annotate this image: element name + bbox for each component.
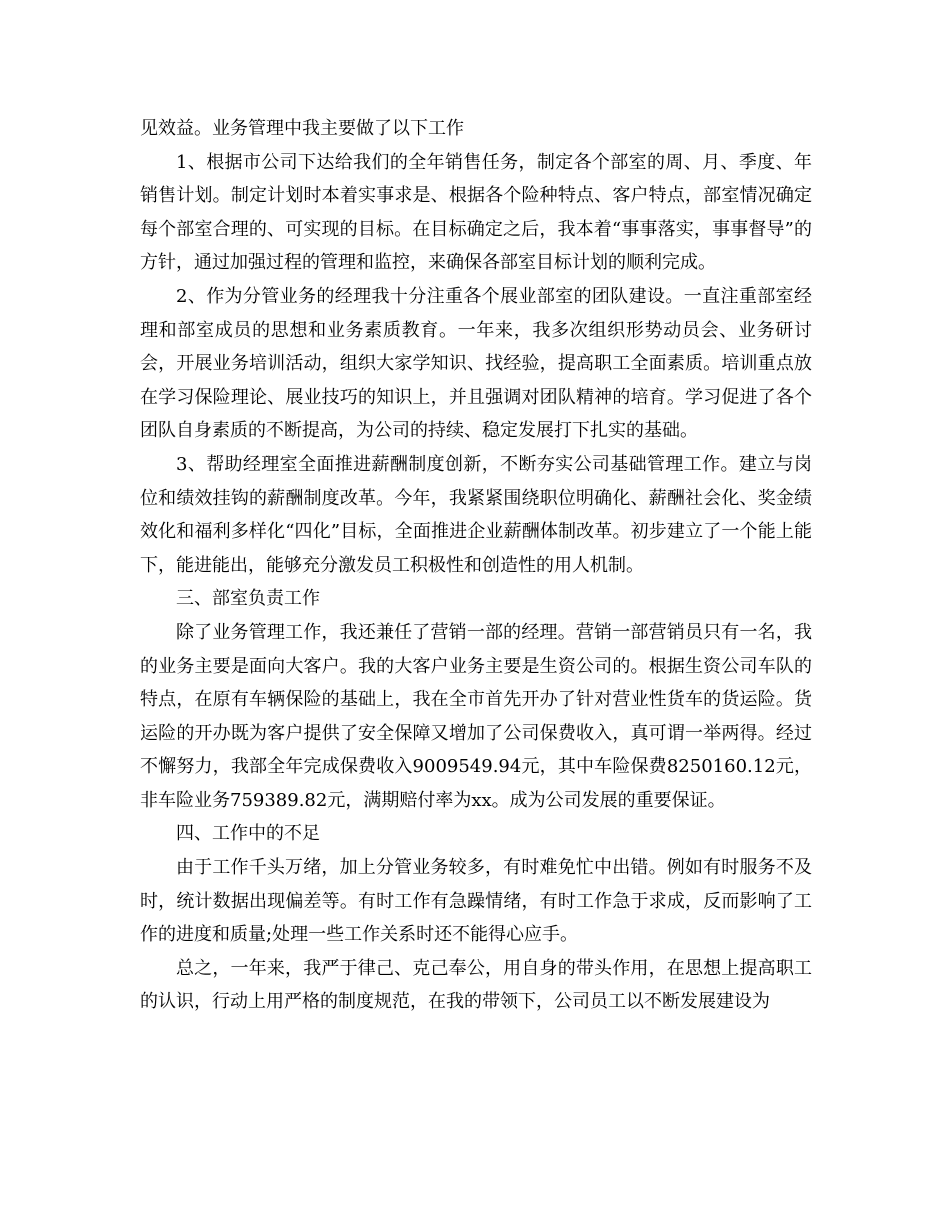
- paragraph-summary: 总之，一年来，我严于律己、克己奉公，用自身的带头作用，在思想上提高职工的认识，行动上用严格的制度规范，在我的带领下，公司员工以不断发展建设为: [140, 957, 812, 1013]
- section-heading-3: 三、部室负责工作: [176, 588, 320, 610]
- paragraph-section-3: 除了业务管理工作，我还兼任了营销一部的经理。营销一部营销员只有一名，我的业务主要是面向大客户。我的大客户业务主要是生资公司的。根据生资公司车队的特点，在原有车辆保险的基础上，我在全市首先开办了针对营业性货车的货运险。货运险的开办既为客户提供了安全保障又增加了公司保费收入，真可谓一举两得。经过不懈努力，我部全年完成保费收入9009549.94元，其中车险保费8250160.12元，非车险业务759389.82元，满期赔付率为xx。成为公司发展的重要保证。: [140, 621, 812, 811]
- paragraph-item-3: 3、帮助经理室全面推进薪酬制度创新，不断夯实公司基础管理工作。建立与岗位和绩效挂钩的薪酬制度改革。今年，我紧紧围绕职位明确化、薪酬社会化、奖金绩效化和福利多样化“四化”目标，全面推进企业薪酬体制改革。初步建立了一个能上能下，能进能出，能够充分激发员工积极性和创造性的用人机制。: [140, 453, 812, 576]
- document-body: [140, 112, 812, 1019]
- paragraph-item-2: 2、作为分管业务的经理我十分注重各个展业部室的团队建设。一直注重部室经理和部室成员的思想和业务素质教育。一年来，我多次组织形势动员会、业务研讨会，开展业务培训活动，组织大家学知识、找经验，提高职工全面素质。培训重点放在学习保险理论、展业技巧的知识上，并且强调对团队精神的培育。学习促进了各个团队自身素质的不断提高，为公司的持续、稳定发展打下扎实的基础。: [140, 285, 812, 442]
- paragraph-continuation: 见效益。业务管理中我主要做了以下工作: [140, 118, 464, 139]
- paragraph-item-1: 1、根据市公司下达给我们的全年销售任务，制定各个部室的周、月、季度、年销售计划。制定计划时本着实事求是、根据各个险种特点、客户特点，部室情况确定每个部室合理的、可实现的目标。在目标确定之后，我本着“事事落实，事事督导”的方针，通过加强过程的管理和监控，来确保各部室目标计划的顺利完成。: [140, 151, 812, 274]
- section-heading-4: 四、工作中的不足: [176, 823, 320, 845]
- paragraph-section-4: 由于工作千头万绪，加上分管业务较多，有时难免忙中出错。例如有时服务不及时，统计数据出现偏差等。有时工作有急躁情绪，有时工作急于求成，反而影响了工作的进度和质量;处理一些工作关系时还不能得心应手。: [140, 857, 812, 946]
